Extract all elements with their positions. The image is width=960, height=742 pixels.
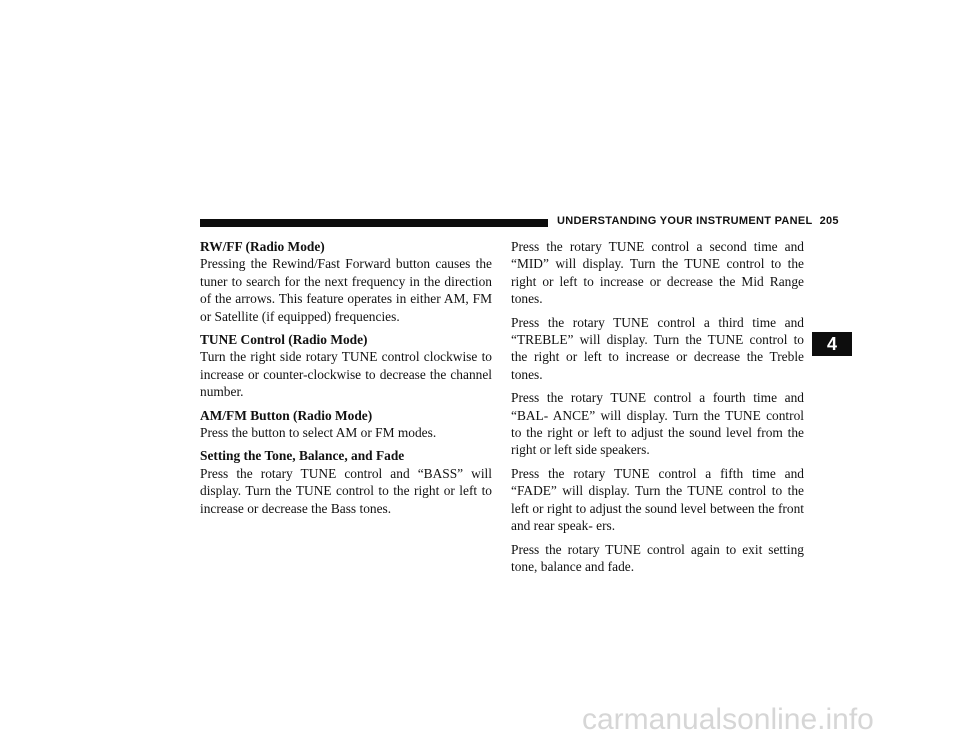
section-rw-ff bbox=[200, 238, 492, 325]
section-am-fm-button bbox=[200, 407, 492, 442]
paragraph: Press the rotary TUNE control a third time and “TREBLE” will display. Turn the TUNE control to the right or left to increase or decrease the Treble tones. bbox=[511, 314, 804, 382]
section-body: Pressing the Rewind/Fast Forward button causes the tuner to search for the next frequency in the direction of the arrows. This feature operates in either AM, FM or Satellite (if equipped) frequencies. bbox=[200, 256, 492, 324]
paragraph: Press the rotary TUNE control a fifth time and “FADE” will display. Turn the TUNE control to the left or right to adjust the sound level between the front and rear speak- ers. bbox=[511, 465, 804, 534]
section-heading: AM/FM Button (Radio Mode) bbox=[200, 407, 373, 423]
paragraph: Press the rotary TUNE control a fourth time and “BAL- ANCE” will display. Turn the TUNE control to the right or left to adjust the sound level from the right or left side speakers. bbox=[511, 390, 804, 458]
header-rule bbox=[200, 219, 548, 227]
watermark: carmanualsonline.info bbox=[582, 703, 874, 736]
running-header bbox=[557, 215, 857, 231]
section-tone-balance-fade bbox=[200, 447, 492, 517]
section-body: Turn the right side rotary TUNE control clockwise to increase or counter-clockwise to decrease the channel number. bbox=[200, 349, 492, 400]
section-heading: Setting the Tone, Balance, and Fade bbox=[200, 448, 405, 464]
right-column bbox=[511, 238, 804, 581]
header-title: UNDERSTANDING YOUR INSTRUMENT PANEL bbox=[557, 215, 813, 227]
chapter-tab: 4 bbox=[812, 332, 852, 356]
left-column bbox=[200, 238, 492, 523]
section-heading: TUNE Control (Radio Mode) bbox=[200, 332, 368, 348]
section-body: Press the rotary TUNE control and “BASS” will display. Turn the TUNE control to the right or left to increase or decrease the Bass tones. bbox=[200, 465, 492, 516]
section-tune-control bbox=[200, 331, 492, 401]
section-body: Press the button to select AM or FM modes. bbox=[200, 425, 437, 441]
paragraph: Press the rotary TUNE control a second time and “MID” will display. Turn the TUNE control to the right or left to increase or decrease the Mid Range tones. bbox=[511, 239, 804, 307]
section-heading: RW/FF (Radio Mode) bbox=[200, 239, 325, 254]
paragraph: Press the rotary TUNE control again to exit setting tone, balance and fade. bbox=[511, 541, 804, 574]
page-number: 205 bbox=[819, 215, 839, 227]
